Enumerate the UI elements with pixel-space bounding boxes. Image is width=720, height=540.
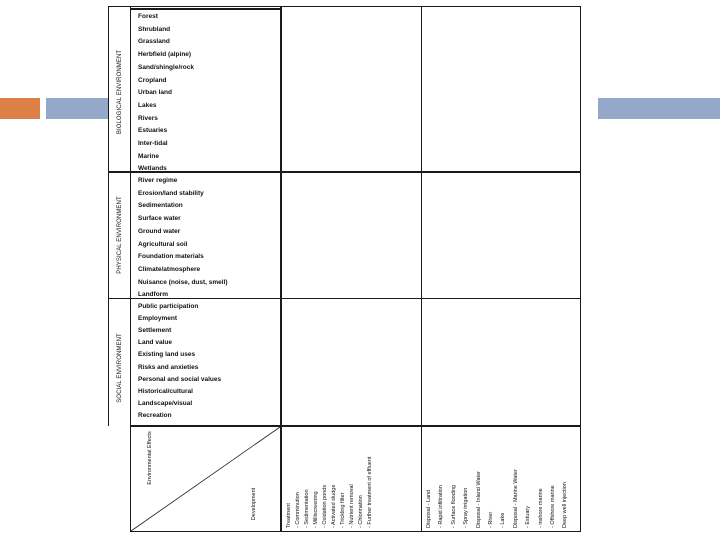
factor-row-physical: Sedimentation	[138, 202, 183, 210]
orange-accent-bar	[0, 98, 40, 119]
action-label-disposal: Disposal - Marine Water	[512, 469, 519, 528]
factor-area-top	[130, 8, 281, 10]
factor-row-physical: Foundation materials	[138, 253, 204, 261]
biological-group-label: BIOLOGICAL ENVIRONMENT	[117, 49, 123, 135]
action-label-disposal: Deep well injection	[562, 482, 569, 528]
factor-row-physical: Climate/atmosphere	[138, 265, 201, 273]
action-label-disposal: - Offshore marine	[550, 485, 556, 528]
action-label-treatment: - Further treatment of effluent	[367, 456, 373, 528]
factor-row-biological: Estuaries	[138, 127, 168, 135]
factor-row-physical: Landform	[138, 291, 168, 299]
action-column-divider	[421, 6, 422, 532]
action-label-treatment: - Oxidation ponds	[322, 484, 328, 528]
factor-row-biological: Shrubland	[138, 25, 171, 33]
factor-row-physical: Agricultural soil	[138, 240, 188, 248]
factor-row-physical: River regime	[138, 177, 178, 184]
action-label-treatment: - Comminution	[295, 492, 301, 528]
action-label-disposal: Disposal - Inland Water	[475, 471, 482, 528]
factor-row-biological: Lakes	[138, 101, 157, 109]
matrix-outer-left	[108, 6, 109, 426]
corner-diagonal	[131, 427, 281, 532]
action-label-disposal: - Surface flooding	[450, 484, 457, 528]
biological-group-divider	[108, 171, 581, 173]
factor-row-biological: Sand/shingle/rock	[138, 63, 194, 71]
factor-row-social: Personal and social values	[138, 375, 222, 383]
action-label-treatment: - Nutrient removal	[349, 484, 355, 528]
corner-bottom-label: Development	[251, 487, 257, 521]
action-label-disposal: - River	[488, 511, 494, 528]
factor-row-social: Land value	[138, 339, 172, 347]
factor-row-biological: Forest	[138, 13, 158, 20]
factor-row-physical: Nuisance (noise, dust, smell)	[138, 278, 228, 286]
matrix-outer-top	[108, 6, 581, 7]
factor-row-social: Risks and anxieties	[138, 363, 199, 371]
action-label-disposal: - Spray irrigation	[463, 487, 470, 528]
action-label-treatment: - Activated sludge	[331, 484, 337, 528]
action-label-treatment: Treatment	[286, 503, 292, 528]
action-label-treatment: - Chlorination	[358, 495, 364, 528]
factor-row-social: Existing land uses	[138, 351, 196, 359]
factor-row-biological: Rivers	[138, 114, 158, 122]
action-label-treatment: - Sedimentation	[304, 489, 310, 528]
factor-row-biological: Inter-tidal	[138, 140, 168, 147]
blue-accent-bar-right	[598, 98, 720, 119]
corner-top-label: Environmental Effects	[147, 431, 153, 485]
action-label-disposal: - Rapid infiltration	[438, 485, 445, 528]
factor-row-biological: Marine	[138, 152, 159, 160]
factor-row-biological: Wetlands	[138, 165, 167, 173]
action-label-disposal: - Lake	[500, 512, 507, 528]
action-label-disposal: - Estuary	[525, 505, 532, 528]
factor-row-social: Historical/cultural	[138, 387, 193, 395]
factor-row-social: Recreation	[138, 411, 172, 419]
physical-group-label: PHYSICAL ENVIRONMENT	[117, 196, 123, 274]
action-label-treatment: - Trickling filter	[340, 492, 346, 528]
factor-row-physical: Ground water	[138, 227, 181, 235]
factor-row-social: Settlement	[138, 327, 172, 335]
factor-row-biological: Grassland	[138, 38, 170, 46]
factor-row-biological: Urban land	[138, 89, 172, 97]
factor-row-social: Employment	[138, 315, 178, 323]
factor-row-social: Landscape/visual	[138, 399, 193, 407]
factor-row-biological: Herbfield (alpine)	[138, 51, 192, 59]
blue-accent-bar-left	[46, 98, 108, 119]
action-label-disposal: - inshore marine	[537, 488, 544, 528]
matrix-outer-right	[580, 6, 581, 532]
factor-row-biological: Cropland	[138, 76, 167, 84]
action-label-treatment: - Milliscreening	[313, 491, 319, 528]
factor-row-physical: Surface water	[138, 215, 181, 223]
factor-row-social: Public participation	[138, 303, 199, 310]
factor-row-physical: Erosion/land stability	[138, 189, 204, 197]
physical-group-divider	[108, 298, 581, 299]
social-group-label: SOCIAL ENVIRONMENT	[117, 333, 123, 403]
action-label-disposal: Disposal - Land	[426, 489, 432, 528]
